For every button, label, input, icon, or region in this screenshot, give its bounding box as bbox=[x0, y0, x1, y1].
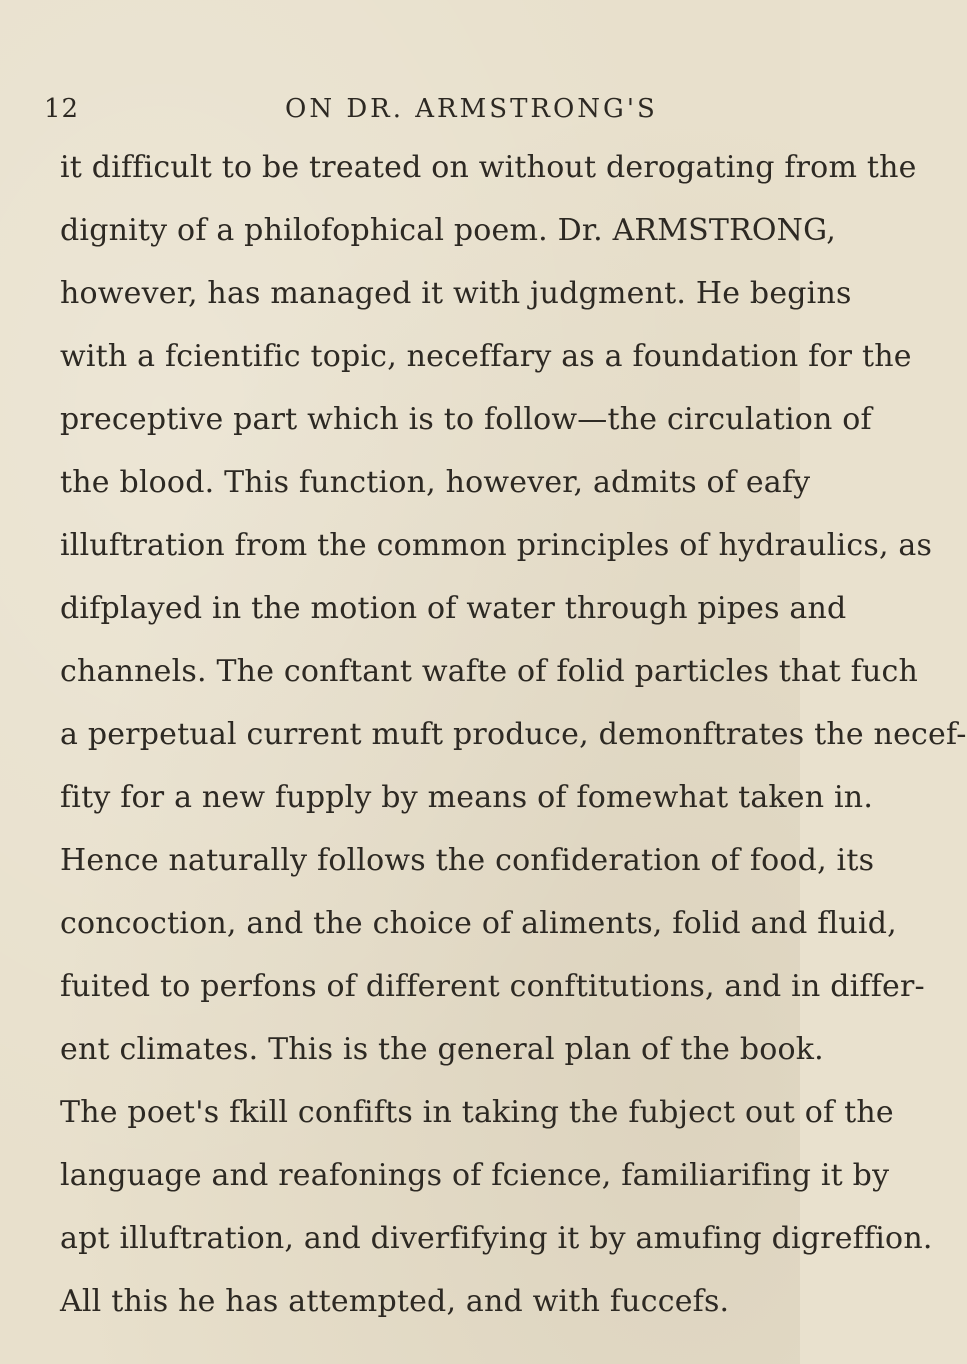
text-line: the blood. This function, however, admits of eafy bbox=[60, 465, 811, 500]
text-line: apt illuftration, and diverfifying it by amufing digreffion. bbox=[60, 1221, 933, 1256]
text-line: language and reafonings of fcience, familiarifing it by bbox=[60, 1158, 890, 1193]
text-line: difplayed in the motion of water through pipes and bbox=[60, 591, 847, 626]
text-line: fity for a new fupply by means of fomewhat taken in. bbox=[60, 780, 874, 815]
page-header bbox=[40, 92, 760, 132]
text-line: The poet's fkill confifts in taking the fubject out of the bbox=[60, 1095, 894, 1130]
text-line: illuftration from the common principles of hydraulics, as bbox=[60, 528, 933, 563]
text-line: Hence naturally follows the confideration of food, its bbox=[60, 843, 875, 878]
text-line: a perpetual current muft produce, demonftrates the necef- bbox=[60, 717, 967, 752]
text-line: channels. The conftant wafte of folid particles that fuch bbox=[60, 654, 919, 689]
text-line: however, has managed it with judgment. He begins bbox=[60, 276, 852, 311]
text-line: it difficult to be treated on without derogating from the bbox=[60, 150, 917, 185]
text-line: All this he has attempted, and with fuccefs. bbox=[60, 1284, 730, 1319]
text-line: with a fcientific topic, neceffary as a foundation for the bbox=[60, 339, 912, 374]
text-line: ent climates. This is the general plan of the book. bbox=[60, 1032, 824, 1067]
text-line: fuited to perfons of different conftitutions, and in differ- bbox=[60, 969, 925, 1004]
body-text bbox=[60, 136, 967, 1333]
running-head: ON DR. ARMSTRONG'S bbox=[285, 94, 658, 124]
text-line: concoction, and the choice of aliments, folid and fluid, bbox=[60, 906, 897, 941]
page-number: 12 bbox=[44, 94, 80, 124]
text-line: preceptive part which is to follow—the circulation of bbox=[60, 402, 872, 437]
text-line: dignity of a philofophical poem. Dr. ARMSTRONG, bbox=[60, 213, 836, 248]
